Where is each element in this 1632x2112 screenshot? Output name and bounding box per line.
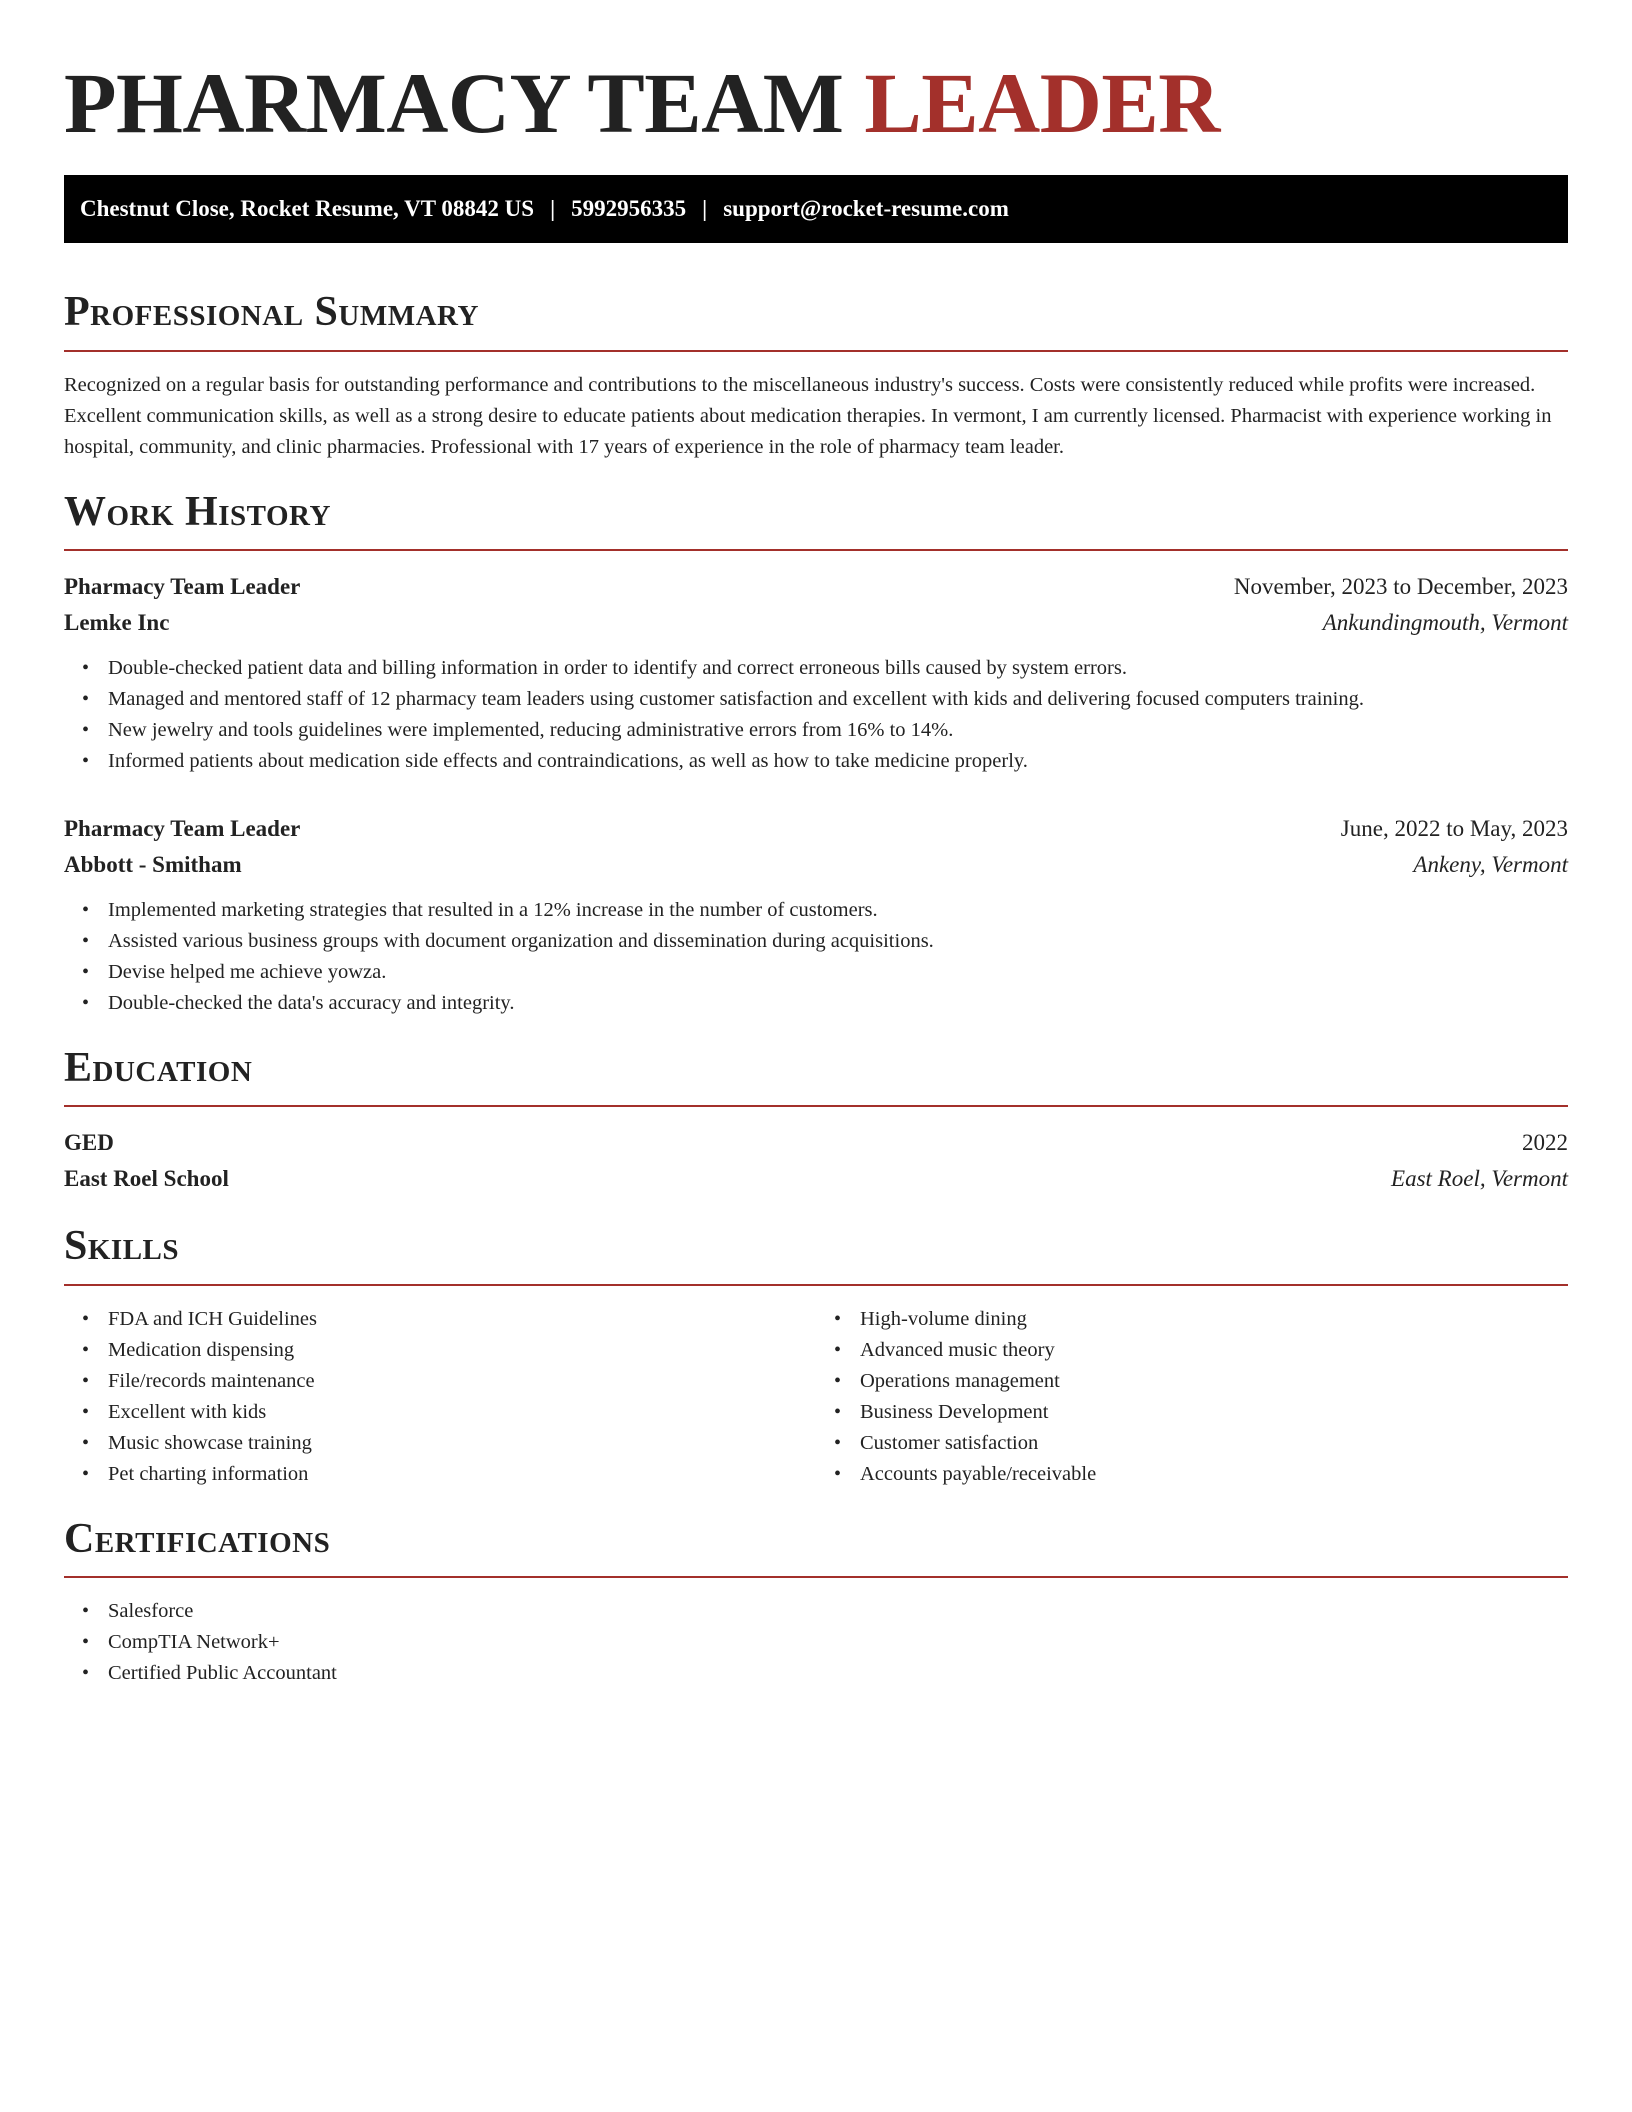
job-bullet-list	[64, 653, 1568, 777]
skill-item: • FDA and ICH Guidelines	[108, 1304, 816, 1335]
title-main: PHARMACY TEAM	[64, 55, 844, 151]
summary-text: Recognized on a regular basis for outstanding performance and contributions to the miscellaneous industry's success. Costs were consistently reduced while profits were increased. Excellent communication skills, as well as a strong desire to educate patients about medication therapies. In vermont, I am currently licensed. Pharmacist with experience working in hospital, community, and clinic pharmacies. Professional with 17 years of experience in the role of pharmacy team leader.	[64, 373, 1552, 458]
skill-item: • File/records maintenance	[108, 1366, 816, 1397]
job-bullet: • Assisted various business groups with document organization and dissemination during acquisitions.	[108, 926, 1568, 957]
professional-summary-section	[64, 287, 1568, 462]
contact-separator: |	[702, 196, 708, 222]
job-entry	[64, 811, 1568, 1019]
skill-item: • Customer satisfaction	[860, 1428, 1568, 1459]
skill-item: • Operations management	[860, 1366, 1568, 1397]
job-location: Ankeny, Vermont	[1413, 851, 1568, 877]
skills-grid	[64, 1304, 1568, 1490]
section-divider	[64, 549, 1568, 551]
skill-item: • Accounts payable/receivable	[860, 1459, 1568, 1490]
job-dates: November, 2023 to December, 2023	[1233, 573, 1568, 599]
education-school-row	[64, 1161, 1568, 1197]
job-company: Lemke Inc	[64, 609, 170, 635]
skills-list	[64, 1304, 816, 1490]
job-company-row	[64, 605, 1568, 641]
section-divider	[64, 1284, 1568, 1286]
job-bullet: • Double-checked the data's accuracy and integrity.	[108, 988, 1568, 1019]
job-title: Pharmacy Team Leader	[64, 573, 301, 599]
job-header-row	[64, 811, 1568, 847]
skill-item: • Medication dispensing	[108, 1335, 816, 1366]
job-bullet: • Implemented marketing strategies that resulted in a 12% increase in the number of customers.	[108, 895, 1568, 926]
job-bullet: • Devise helped me achieve yowza.	[108, 957, 1568, 988]
skills-column-right	[816, 1304, 1568, 1490]
section-heading-skills: Skills	[64, 1223, 180, 1270]
skills-list	[816, 1304, 1568, 1490]
job-header-row	[64, 569, 1568, 605]
certifications-list	[64, 1596, 1568, 1689]
section-heading-work-history: Work History	[64, 488, 331, 535]
contact-phone: 5992956335	[571, 196, 687, 222]
skill-item: • Music showcase training	[108, 1428, 816, 1459]
job-bullet: • New jewelry and tools guidelines were implemented, reducing administrative errors from 16% to 14%.	[108, 715, 1568, 746]
job-entry	[64, 569, 1568, 777]
title-accent: LEADER	[864, 55, 1220, 151]
section-divider	[64, 1576, 1568, 1578]
education-section	[64, 1043, 1568, 1197]
education-school: East Roel School	[64, 1166, 229, 1192]
skill-item: • Pet charting information	[108, 1459, 816, 1490]
skill-item: • Advanced music theory	[860, 1335, 1568, 1366]
certification-item: • Certified Public Accountant	[108, 1658, 1568, 1689]
section-divider	[64, 1105, 1568, 1107]
skills-section	[64, 1221, 1568, 1489]
certification-item: • CompTIA Network+	[108, 1627, 1568, 1658]
contact-address: Chestnut Close, Rocket Resume, VT 08842 US	[80, 196, 535, 222]
skill-item: • High-volume dining	[860, 1304, 1568, 1335]
education-degree-row	[64, 1125, 1568, 1161]
work-history-section	[64, 487, 1568, 1019]
job-location: Ankundingmouth, Vermont	[1322, 609, 1568, 635]
skill-item: • Business Development	[860, 1397, 1568, 1428]
contact-email[interactable]: support@rocket-resume.com	[723, 196, 1009, 222]
resume-title	[64, 52, 1568, 155]
contact-bar	[64, 175, 1568, 243]
skills-column-left	[64, 1304, 816, 1490]
job-bullet: • Double-checked patient data and billing information in order to identify and correct erroneous bills caused by system errors.	[108, 653, 1568, 684]
job-dates: June, 2022 to May, 2023	[1340, 815, 1568, 841]
job-bullet-list	[64, 895, 1568, 1019]
certifications-section	[64, 1514, 1568, 1689]
education-location: East Roel, Vermont	[1391, 1166, 1568, 1192]
certification-item: • Salesforce	[108, 1596, 1568, 1627]
education-degree: GED	[64, 1130, 114, 1156]
section-heading-summary: Professional Summary	[64, 289, 479, 336]
section-heading-education: Education	[64, 1044, 253, 1091]
section-heading-certifications: Certifications	[64, 1515, 331, 1562]
contact-separator: |	[550, 196, 556, 222]
job-company-row	[64, 847, 1568, 883]
job-bullet: • Informed patients about medication side effects and contraindications, as well as how to take medicine properly.	[108, 746, 1568, 777]
job-bullet: • Managed and mentored staff of 12 pharmacy team leaders using customer satisfaction and excellent with kids and delivering focused computers training.	[108, 684, 1568, 715]
section-divider	[64, 350, 1568, 352]
job-title: Pharmacy Team Leader	[64, 815, 301, 841]
job-company: Abbott - Smitham	[64, 851, 242, 877]
education-year: 2022	[1522, 1130, 1568, 1156]
skill-item: • Excellent with kids	[108, 1397, 816, 1428]
